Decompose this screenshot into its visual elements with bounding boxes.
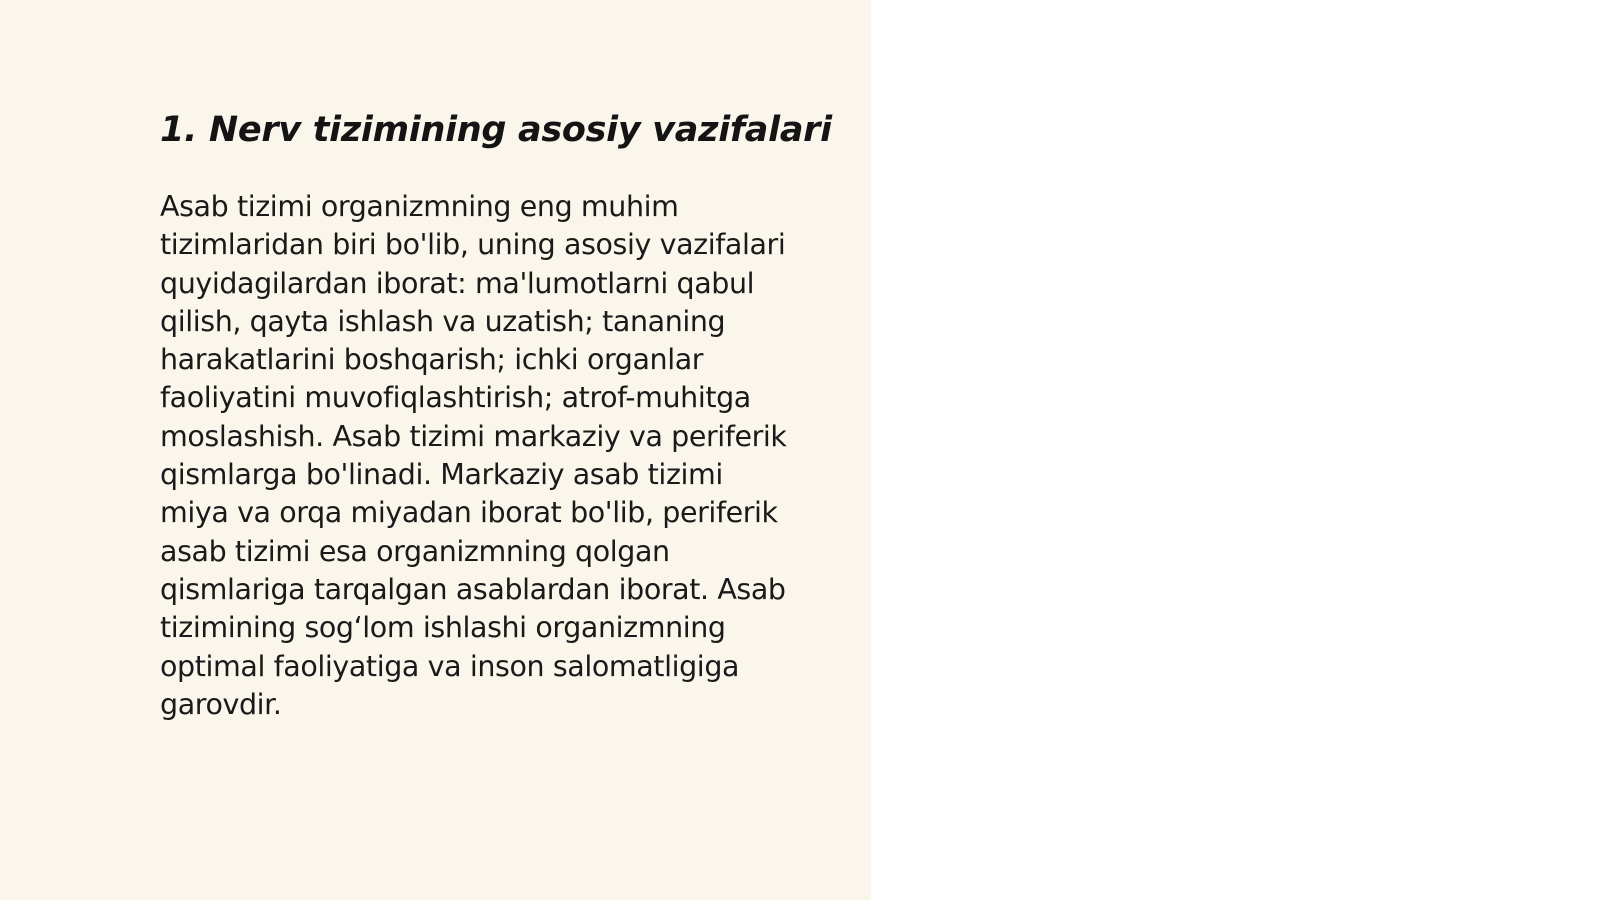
body-line: asab tizimi esa organizmning qolgan (160, 534, 670, 568)
body-line: moslashish. Asab tizimi markaziy va periferik (160, 419, 787, 453)
body-line: qilish, qayta ishlash va uzatish; tananing (160, 304, 726, 338)
body-line: qismlariga tarqalgan asablardan iborat. Asab (160, 572, 786, 606)
body-line: garovdir. (160, 687, 282, 721)
slide-title: 1. Nerv tizimining asosiy vazifalari (160, 110, 832, 150)
slide-content (160, 100, 850, 724)
body-line: harakatlarini boshqarish; ichki organlar (160, 343, 704, 377)
body-line: faoliyatini muvofiqlashtirish; atrof-muhitga (160, 381, 751, 415)
body-paragraph (160, 188, 850, 724)
body-line: miya va orqa miyadan iborat bo'lib, periferik (160, 496, 778, 530)
blank-panel (871, 0, 1600, 900)
body-line: tizimlaridan biri bo'lib, uning asosiy vazifalari (160, 228, 786, 262)
body-line: qismlarga bo'linadi. Markaziy asab tizimi (160, 458, 723, 492)
body-line: Asab tizimi organizmning eng muhim (160, 190, 679, 223)
body-line: tizimining sog‘lom ishlashi organizmning (160, 611, 726, 645)
body-line: quyidagilardan iborat: ma'lumotlarni qabul (160, 266, 755, 300)
body-line: optimal faoliyatiga va inson salomatligiga (160, 649, 740, 683)
